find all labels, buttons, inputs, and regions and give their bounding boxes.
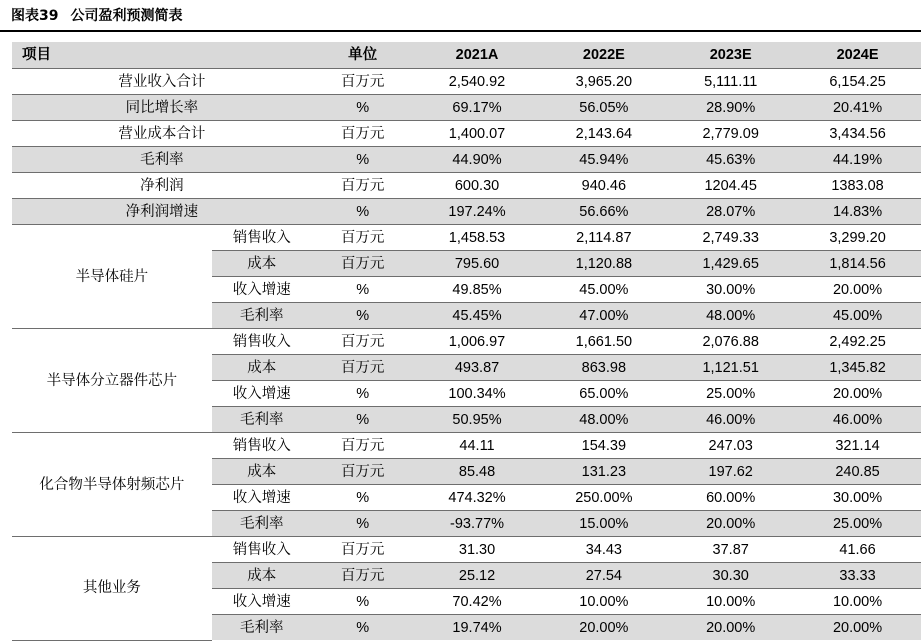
table-row xyxy=(12,173,921,199)
row-label: 营业成本合计 xyxy=(12,121,312,147)
row-value: 3,965.20 xyxy=(540,69,667,95)
earnings-forecast-table xyxy=(12,42,921,641)
row-value: 25.12 xyxy=(414,563,541,589)
row-label: 毛利率 xyxy=(212,407,312,433)
row-value: 1,006.97 xyxy=(414,329,541,355)
row-value: 20.00% xyxy=(667,511,794,537)
row-value: 1,400.07 xyxy=(414,121,541,147)
row-value: 65.00% xyxy=(540,381,667,407)
header-year-2024: 2024E xyxy=(794,42,921,69)
row-unit: % xyxy=(312,277,414,303)
row-value: 493.87 xyxy=(414,355,541,381)
row-value: 45.00% xyxy=(540,277,667,303)
row-unit: % xyxy=(312,381,414,407)
row-value: 15.00% xyxy=(540,511,667,537)
row-unit: % xyxy=(312,615,414,641)
figure-title: 公司盈利预测简表 xyxy=(70,8,183,24)
row-value: 85.48 xyxy=(414,459,541,485)
row-value: 1,120.88 xyxy=(540,251,667,277)
row-value: 20.41% xyxy=(794,95,921,121)
row-label: 营业收入合计 xyxy=(12,69,312,95)
table-row xyxy=(12,199,921,225)
table-row xyxy=(12,95,921,121)
row-value: 44.11 xyxy=(414,433,541,459)
row-unit: 百万元 xyxy=(312,225,414,251)
row-value: 45.00% xyxy=(794,303,921,329)
row-label: 销售收入 xyxy=(212,433,312,459)
row-value: 48.00% xyxy=(540,407,667,433)
header-year-2023: 2023E xyxy=(667,42,794,69)
row-value: 321.14 xyxy=(794,433,921,459)
row-unit: 百万元 xyxy=(312,121,414,147)
row-value: 25.00% xyxy=(667,381,794,407)
row-label: 销售收入 xyxy=(212,225,312,251)
row-unit: 百万元 xyxy=(312,433,414,459)
row-label: 收入增速 xyxy=(212,381,312,407)
row-value: 3,434.56 xyxy=(794,121,921,147)
row-value: 240.85 xyxy=(794,459,921,485)
row-value: 863.98 xyxy=(540,355,667,381)
row-value: 3,299.20 xyxy=(794,225,921,251)
row-value: 30.00% xyxy=(667,277,794,303)
header-item: 项目 xyxy=(12,42,312,69)
row-unit: 百万元 xyxy=(312,173,414,199)
segment-name: 化合物半导体射频芯片 xyxy=(12,433,212,537)
row-value: 1,661.50 xyxy=(540,329,667,355)
row-label: 毛利率 xyxy=(212,511,312,537)
row-label: 成本 xyxy=(212,355,312,381)
row-value: 46.00% xyxy=(794,407,921,433)
row-value: 19.74% xyxy=(414,615,541,641)
row-value: 48.00% xyxy=(667,303,794,329)
row-value: 45.45% xyxy=(414,303,541,329)
row-value: 250.00% xyxy=(540,485,667,511)
row-value: 1,345.82 xyxy=(794,355,921,381)
row-value: 37.87 xyxy=(667,537,794,563)
row-value: 10.00% xyxy=(794,589,921,615)
table-row xyxy=(12,121,921,147)
row-label: 成本 xyxy=(212,251,312,277)
row-value: 30.00% xyxy=(794,485,921,511)
row-value: 20.00% xyxy=(667,615,794,641)
row-unit: % xyxy=(312,485,414,511)
segment-name: 半导体分立器件芯片 xyxy=(12,329,212,433)
row-value: -93.77% xyxy=(414,511,541,537)
row-value: 60.00% xyxy=(667,485,794,511)
row-value: 2,749.33 xyxy=(667,225,794,251)
row-value: 20.00% xyxy=(794,277,921,303)
header-year-2022: 2022E xyxy=(540,42,667,69)
row-value: 1,429.65 xyxy=(667,251,794,277)
row-unit: 百万元 xyxy=(312,355,414,381)
row-value: 1383.08 xyxy=(794,173,921,199)
row-value: 31.30 xyxy=(414,537,541,563)
figure-label: 图表39 xyxy=(11,8,59,24)
row-value: 600.30 xyxy=(414,173,541,199)
row-value: 197.62 xyxy=(667,459,794,485)
row-value: 56.66% xyxy=(540,199,667,225)
row-unit: 百万元 xyxy=(312,459,414,485)
row-value: 28.07% xyxy=(667,199,794,225)
row-value: 197.24% xyxy=(414,199,541,225)
row-value: 100.34% xyxy=(414,381,541,407)
row-label: 销售收入 xyxy=(212,537,312,563)
table-row xyxy=(12,69,921,95)
row-value: 28.90% xyxy=(667,95,794,121)
row-unit: % xyxy=(312,95,414,121)
table-row xyxy=(12,537,921,563)
row-label: 成本 xyxy=(212,563,312,589)
row-value: 5,111.11 xyxy=(667,69,794,95)
row-unit: 百万元 xyxy=(312,251,414,277)
row-value: 2,779.09 xyxy=(667,121,794,147)
row-value: 41.66 xyxy=(794,537,921,563)
row-value: 50.95% xyxy=(414,407,541,433)
row-unit: % xyxy=(312,199,414,225)
row-value: 20.00% xyxy=(794,381,921,407)
row-unit: % xyxy=(312,511,414,537)
row-value: 2,114.87 xyxy=(540,225,667,251)
table-row xyxy=(12,433,921,459)
table-row xyxy=(12,329,921,355)
row-value: 34.43 xyxy=(540,537,667,563)
segment-name: 其他业务 xyxy=(12,537,212,641)
row-unit: % xyxy=(312,589,414,615)
row-unit: 百万元 xyxy=(312,329,414,355)
row-value: 2,076.88 xyxy=(667,329,794,355)
table-row xyxy=(12,147,921,173)
table-row xyxy=(12,225,921,251)
row-value: 20.00% xyxy=(794,615,921,641)
figure-title-bar xyxy=(0,0,921,32)
row-value: 2,540.92 xyxy=(414,69,541,95)
row-unit: % xyxy=(312,147,414,173)
row-label: 收入增速 xyxy=(212,589,312,615)
row-value: 1,121.51 xyxy=(667,355,794,381)
row-unit: 百万元 xyxy=(312,69,414,95)
row-label: 收入增速 xyxy=(212,485,312,511)
row-label: 净利润 xyxy=(12,173,312,199)
row-value: 795.60 xyxy=(414,251,541,277)
header-year-2021: 2021A xyxy=(414,42,541,69)
row-value: 2,143.64 xyxy=(540,121,667,147)
row-value: 1,458.53 xyxy=(414,225,541,251)
row-value: 45.94% xyxy=(540,147,667,173)
row-value: 33.33 xyxy=(794,563,921,589)
row-unit: % xyxy=(312,407,414,433)
row-value: 45.63% xyxy=(667,147,794,173)
row-label: 毛利率 xyxy=(212,615,312,641)
row-value: 1,814.56 xyxy=(794,251,921,277)
row-value: 70.42% xyxy=(414,589,541,615)
row-label: 销售收入 xyxy=(212,329,312,355)
row-value: 10.00% xyxy=(540,589,667,615)
row-value: 10.00% xyxy=(667,589,794,615)
row-label: 毛利率 xyxy=(212,303,312,329)
row-unit: 百万元 xyxy=(312,563,414,589)
row-value: 2,492.25 xyxy=(794,329,921,355)
row-label: 收入增速 xyxy=(212,277,312,303)
row-unit: % xyxy=(312,303,414,329)
row-unit: 百万元 xyxy=(312,537,414,563)
row-value: 131.23 xyxy=(540,459,667,485)
row-value: 49.85% xyxy=(414,277,541,303)
row-value: 940.46 xyxy=(540,173,667,199)
row-label: 成本 xyxy=(212,459,312,485)
row-value: 25.00% xyxy=(794,511,921,537)
row-value: 27.54 xyxy=(540,563,667,589)
row-value: 44.90% xyxy=(414,147,541,173)
row-value: 247.03 xyxy=(667,433,794,459)
row-value: 56.05% xyxy=(540,95,667,121)
row-label: 同比增长率 xyxy=(12,95,312,121)
row-value: 69.17% xyxy=(414,95,541,121)
row-value: 47.00% xyxy=(540,303,667,329)
header-unit: 单位 xyxy=(312,42,414,69)
row-value: 6,154.25 xyxy=(794,69,921,95)
row-value: 44.19% xyxy=(794,147,921,173)
row-value: 46.00% xyxy=(667,407,794,433)
row-value: 20.00% xyxy=(540,615,667,641)
table-header-row xyxy=(12,42,921,69)
row-value: 154.39 xyxy=(540,433,667,459)
segment-name: 半导体硅片 xyxy=(12,225,212,329)
row-label: 毛利率 xyxy=(12,147,312,173)
row-value: 1204.45 xyxy=(667,173,794,199)
row-value: 474.32% xyxy=(414,485,541,511)
row-value: 30.30 xyxy=(667,563,794,589)
row-label: 净利润增速 xyxy=(12,199,312,225)
row-value: 14.83% xyxy=(794,199,921,225)
